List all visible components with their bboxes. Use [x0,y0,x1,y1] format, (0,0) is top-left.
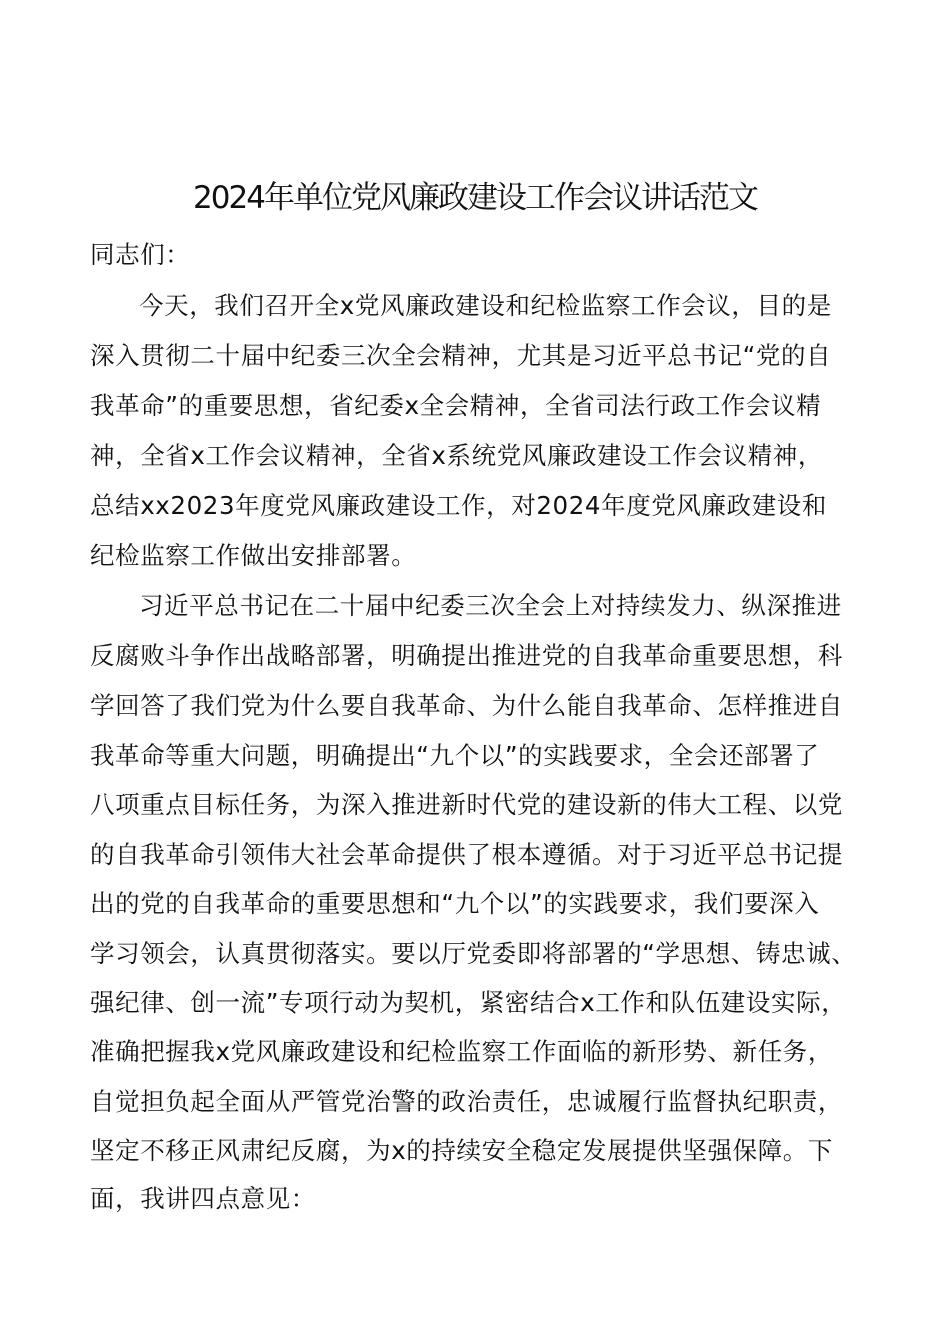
paragraph-line: 学习领会，认真贯彻落实。要以厅党委即将部署的“学思想、铸忠诚、 [90,939,857,968]
paragraph-line: 神，全省x工作会议精神，全省x系统党风廉政建设工作会议精神， [90,441,823,470]
salutation: 同志们： [90,240,191,269]
paragraph-line: 总结xx2023年度党风廉政建设工作，对2024年度党风廉政建设和 [90,491,827,520]
paragraph-line: 面，我讲四点意见： [90,1184,316,1213]
paragraph-line: 准确把握我x党风廉政建设和纪检监察工作面临的新形势、新任务， [90,1037,833,1066]
paragraph-line: 学回答了我们党为什么要自我革命、为什么能自我革命、怎样推进自 [90,691,843,720]
paragraph-line: 习近平总书记在二十届中纪委三次全会上对持续发力、纵深推进 [139,591,842,620]
paragraph-line: 的自我革命引领伟大社会革命提供了根本遵循。对于习近平总书记提 [90,840,843,869]
paragraph-line: 强纪律、创一流”专项行动为契机，紧密结合x工作和队伍建设实际， [90,988,847,1017]
document-title: 2024年单位党风廉政建设工作会议讲话范文 [193,180,757,216]
paragraph-line: 出的党的自我革命的重要思想和“九个以”的实践要求，我们要深入 [90,889,820,918]
paragraph-line: 纪检监察工作做出安排部署。 [90,541,417,570]
paragraph-line: 反腐败斗争作出战略部署，明确提出推进党的自我革命重要思想，科 [90,641,843,670]
paragraph-line: 我革命等重大问题，明确提出“九个以”的实践要求，全会还部署了 [90,741,820,770]
paragraph-line: 深入贯彻二十届中纪委三次全会精神，尤其是习近平总书记“党的自 [90,341,832,370]
paragraph-line: 八项重点目标任务，为深入推进新时代党的建设新的伟大工程、以党 [90,790,843,819]
paragraph-line: 坚定不移正风肃纪反腐，为x的持续安全稳定发展提供坚强保障。下 [90,1136,833,1165]
paragraph-line: 我革命”的重要思想，省纪委x全会精神，全省司法行政工作会议精 [90,391,822,420]
paragraph-line: 今天，我们召开全x党风廉政建设和纪检监察工作会议，目的是 [139,291,832,320]
paragraph-line: 自觉担负起全面从严管党治警的政治责任，忠诚履行监督执纪职责， [90,1087,843,1116]
